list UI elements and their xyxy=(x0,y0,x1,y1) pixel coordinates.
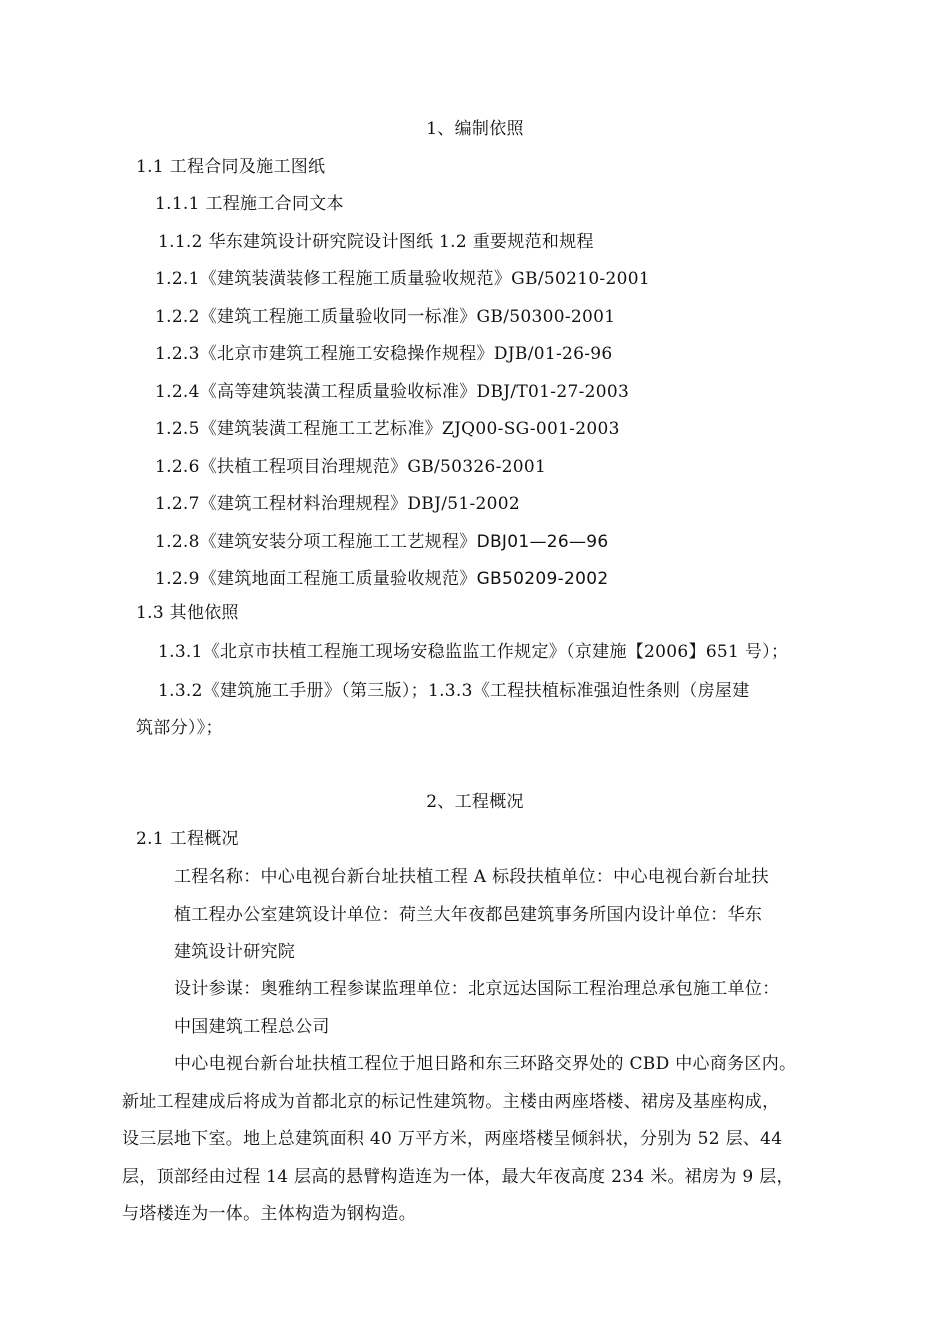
item-1-2-7: 1.2.7《建筑工程材料治理规程》DBJ/51-2002 xyxy=(155,494,520,514)
para-1-line-1: 工程名称：中心电视台新台址扶植工程 A 标段扶植单位：中心电视台新台址扶 xyxy=(174,867,769,887)
para-3-line-3: 设三层地下室。地上总建筑面积 40 万平方米，两座塔楼呈倾斜状，分别为 52 层、44 xyxy=(122,1129,783,1149)
para-3-line-4: 层，顶部经由过程 14 层高的悬臂构造连为一体，最大年夜高度 234 米。裙房为 9 层， xyxy=(122,1167,794,1187)
heading-1-1: 1.1 工程合同及施工图纸 xyxy=(136,157,326,177)
item-1-1-2: 1.1.2 华东建筑设计研究院设计图纸 1.2 重要规范和规程 xyxy=(158,232,594,252)
item-1-2-4: 1.2.4《高等建筑装潢工程质量验收标准》DBJ/T01-27-2003 xyxy=(155,382,630,402)
item-1-2-1: 1.2.1《建筑装潢装修工程施工质量验收规范》GB/50210-2001 xyxy=(155,269,650,289)
item-1-3-2: 1.3.2《建筑施工手册》（第三版）；1.3.3《工程扶植标准强迫性条则（房屋建 xyxy=(158,681,750,701)
item-1-2-8 xyxy=(155,530,609,554)
para-2-line-1: 设计参谋：奥雅纳工程参谋监理单位：北京远达国际工程治理总承包施工单位： xyxy=(174,979,780,999)
para-1-line-3: 建筑设计研究院 xyxy=(174,942,296,962)
item-1-2-9-title: 1.2.9《建筑地面工程施工质量验收规范》 xyxy=(155,569,477,589)
para-3-line-2: 新址工程建成后将成为首都北京的标记性建筑物。主楼由两座塔楼、裙房及基座构成， xyxy=(122,1092,780,1112)
heading-2-1: 2.1 工程概况 xyxy=(136,829,239,849)
item-1-3-2-cont: 筑部分）》； xyxy=(136,718,223,738)
section-2-title: 2、工程概况 xyxy=(426,792,524,812)
heading-1-3: 1.3 其他依照 xyxy=(136,603,239,623)
item-1-2-9 xyxy=(155,567,608,591)
item-1-1-1: 1.1.1 工程施工合同文本 xyxy=(155,194,344,214)
item-1-2-3: 1.2.3《北京市建筑工程施工安稳操作规程》DJB/01-26-96 xyxy=(155,344,613,364)
para-1-line-2: 植工程办公室建筑设计单位：荷兰大年夜都邑建筑事务所国内设计单位：华东 xyxy=(174,905,763,925)
para-3-line-5: 与塔楼连为一体。主体构造为钢构造。 xyxy=(122,1204,417,1224)
section-1-title: 1、编制依照 xyxy=(426,119,524,139)
para-2-line-2: 中国建筑工程总公司 xyxy=(174,1017,330,1037)
item-1-2-2: 1.2.2《建筑工程施工质量验收同一标准》GB/50300-2001 xyxy=(155,307,616,327)
item-1-2-9-code: GB50209-2002 xyxy=(476,569,609,589)
item-1-3-1: 1.3.1《北京市扶植工程施工现场安稳监监工作规定》（京建施【2006】651 号）； xyxy=(158,642,789,662)
item-1-2-6: 1.2.6《扶植工程项目治理规范》GB/50326-2001 xyxy=(155,457,547,477)
item-1-2-5: 1.2.5《建筑装潢工程施工工艺标准》ZJQ00-SG-001-2003 xyxy=(155,419,620,439)
para-3-line-1: 中心电视台新台址扶植工程位于旭日路和东三环路交界处的 CBD 中心商务区内。 xyxy=(174,1054,797,1074)
item-1-2-8-title: 1.2.8《建筑安装分项工程施工工艺规程》 xyxy=(155,532,477,552)
item-1-2-8-code: DBJ01—26—96 xyxy=(476,532,609,552)
